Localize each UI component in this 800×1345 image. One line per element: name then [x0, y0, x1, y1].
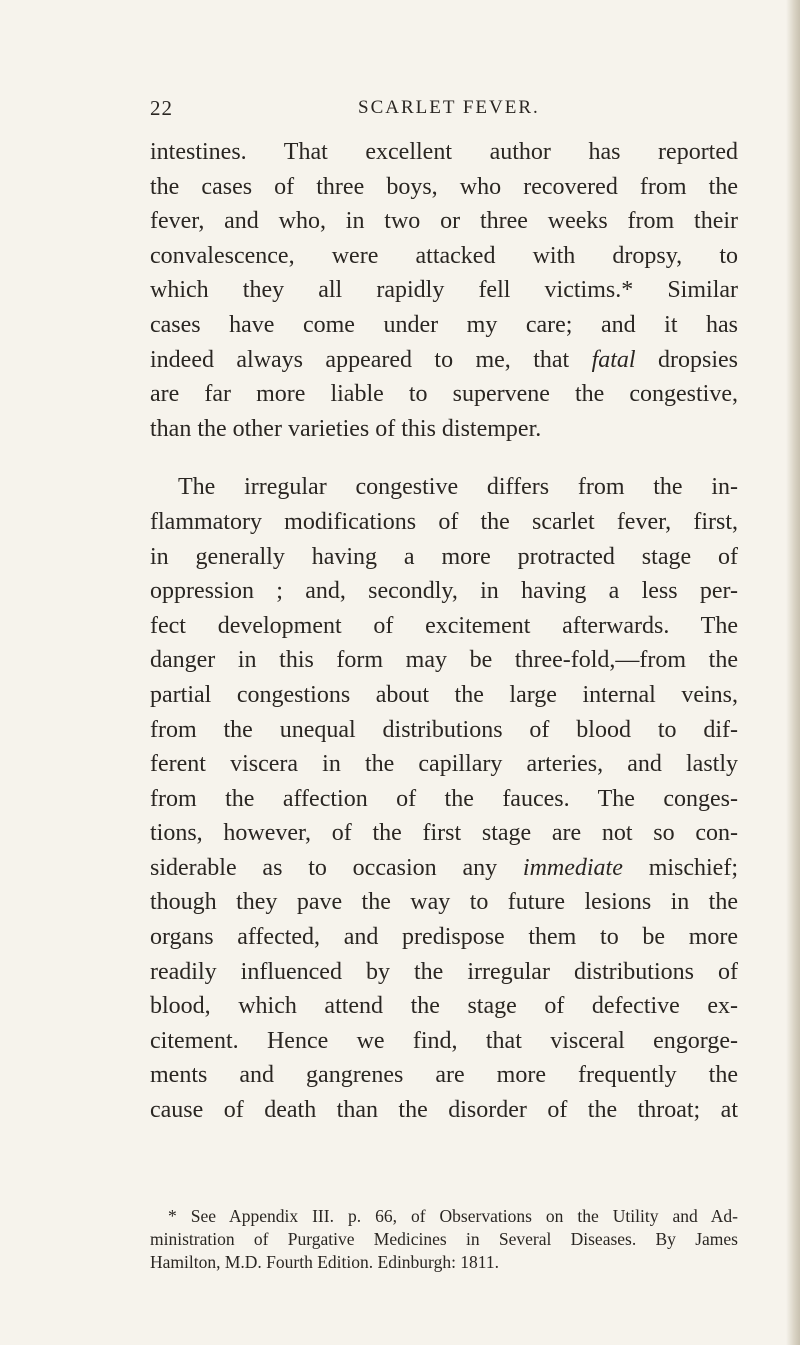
text-line: cases have come under my care; and it has — [150, 311, 738, 338]
text-line: readily influenced by the irregular distributions of — [150, 958, 738, 985]
running-title: SCARLET FEVER. — [358, 97, 540, 118]
text-line: though they pave the way to future lesions in the — [150, 889, 738, 916]
italic-run: immediate — [522, 854, 623, 881]
page-edge-shadow — [786, 0, 800, 1345]
text-line: tions, however, of the first stage are not so con- — [150, 820, 738, 847]
text-run: indeed always appeared to me, that — [150, 346, 592, 373]
paragraph-1 — [150, 135, 738, 446]
text-line: The irregular congestive differs from the in- — [178, 474, 738, 501]
paragraph-gap — [150, 446, 738, 470]
paragraph-2 — [150, 470, 738, 1127]
text-line: in generally having a more protracted stage of — [150, 543, 738, 570]
text-run: mischief; — [622, 854, 738, 881]
text-line: blood, which attend the stage of defective ex- — [150, 993, 738, 1020]
text-line: intestines. That excellent author has reported — [150, 139, 738, 165]
text-line: which they all rapidly fell victims.* Similar — [150, 277, 738, 304]
text-line: organs affected, and predispose them to be more — [150, 924, 738, 951]
text-line — [150, 851, 738, 886]
text-run: dropsies — [635, 346, 738, 373]
text-line: citement. Hence we find, that visceral engorge- — [150, 1027, 738, 1054]
text-line: fever, and who, in two or three weeks from their — [150, 208, 738, 235]
text-line: from the unequal distributions of blood to dif- — [150, 716, 738, 743]
text-line: from the affection of the fauces. The conges- — [150, 785, 738, 812]
text-line: oppression ; and, secondly, in having a less per- — [150, 578, 738, 605]
text-line: flammatory modifications of the scarlet fever, first, — [150, 508, 738, 535]
text-line: ments and gangrenes are more frequently the — [150, 1062, 738, 1089]
text-line: partial congestions about the large internal veins, — [150, 681, 738, 708]
italic-run: fatal — [591, 346, 636, 373]
text-run: siderable as to occasion any — [150, 854, 523, 881]
text-line: the cases of three boys, who recovered from the — [150, 173, 738, 200]
text-line: cause of death than the disorder of the throat; at — [150, 1097, 738, 1124]
running-head — [150, 96, 750, 126]
text-line: danger in this form may be three-fold,—from the — [150, 647, 738, 674]
body-text — [150, 135, 738, 1128]
text-line: than the other varieties of this distemper. — [150, 415, 542, 442]
footnote-line: Hamilton, M.D. Fourth Edition. Edinburgh: 1811. — [150, 1252, 500, 1272]
text-line: fect development of excitement afterwards. The — [150, 612, 738, 639]
text-line: are far more liable to supervene the congestive, — [150, 381, 738, 408]
footnote-line: ministration of Purgative Medicines in Several Diseases. By James — [150, 1229, 738, 1249]
footnote — [150, 1205, 738, 1274]
footnote-line: * See Appendix III. p. 66, of Observations on the Utility and Ad- — [168, 1206, 738, 1226]
text-line: ferent viscera in the capillary arteries, and lastly — [150, 751, 738, 778]
text-line — [150, 343, 738, 378]
page-number: 22 — [150, 96, 173, 120]
text-line: convalescence, were attacked with dropsy, to — [150, 242, 738, 269]
